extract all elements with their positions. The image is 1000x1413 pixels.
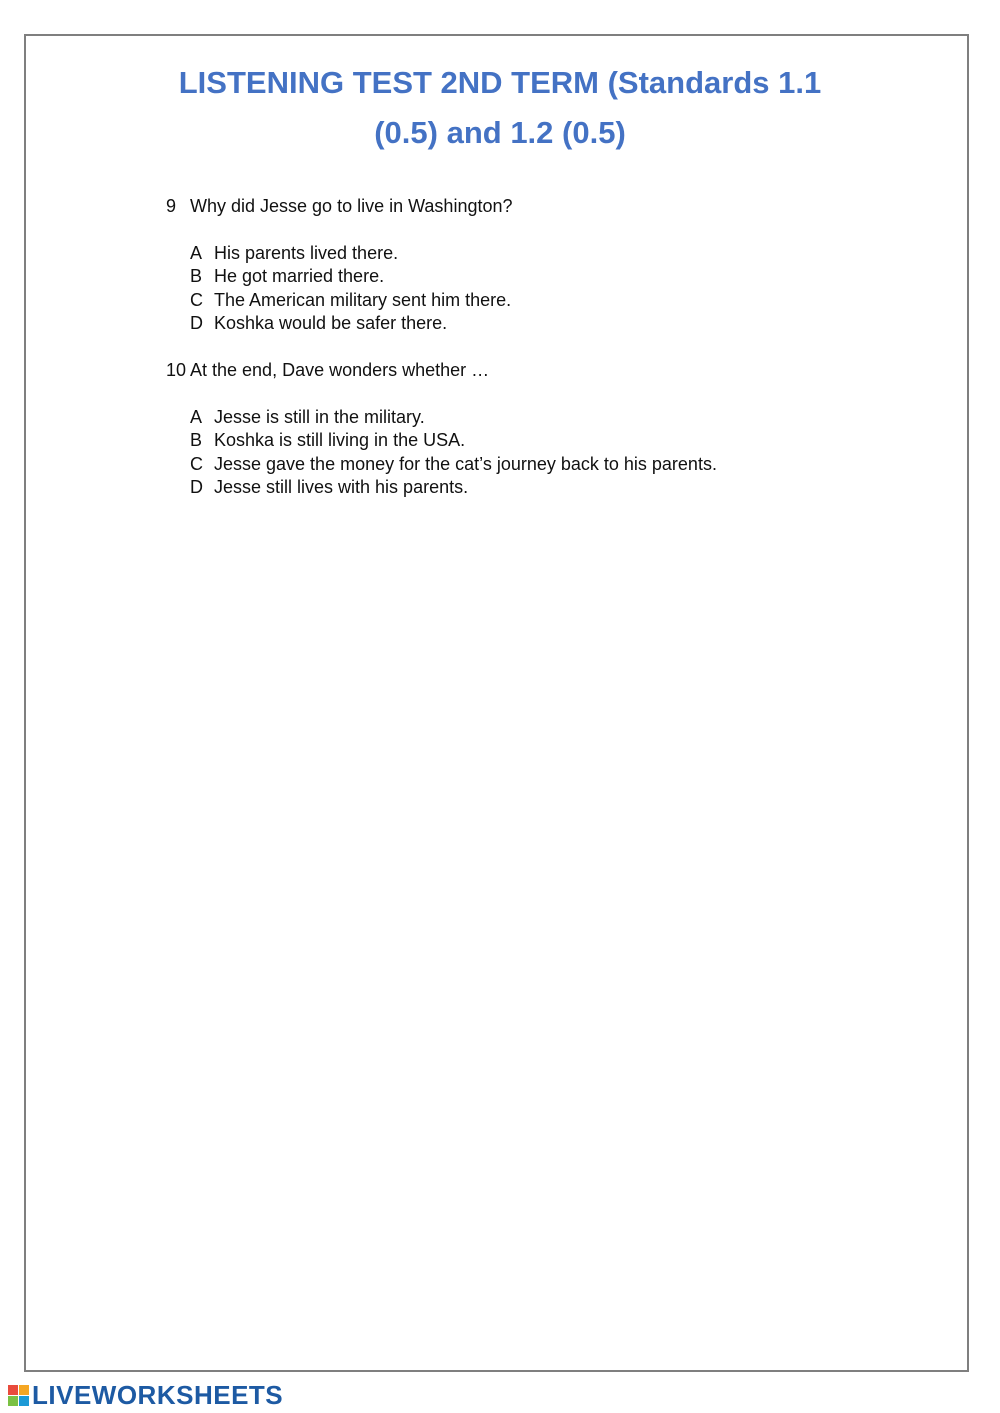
option-b[interactable] [190,429,717,453]
logo-square [19,1385,29,1395]
question-number: 10 [166,360,187,380]
question-text: At the end, Dave wonders whether … [190,360,490,380]
option-letter: D [190,477,203,497]
option-text: Jesse still lives with his parents. [214,477,469,497]
option-a[interactable] [190,242,513,266]
option-letter: A [190,242,203,263]
title-line-1: LISTENING TEST 2ND TERM (Standards 1.1 [178,65,822,100]
option-c[interactable] [190,289,513,313]
options-list [166,242,513,336]
option-text: Jesse is still in the military. [214,406,425,427]
question-9 [166,195,513,336]
option-d[interactable] [190,312,513,336]
question-text: Why did Jesse go to live in Washington? [190,196,513,216]
question-10 [166,359,717,500]
option-letter: C [190,289,203,310]
option-letter: B [190,430,203,450]
option-text: His parents lived there. [214,242,399,263]
question-number: 9 [166,196,177,216]
option-d[interactable] [190,476,717,500]
logo-square [8,1396,18,1406]
option-text: The American military sent him there. [214,289,512,310]
option-text: Koshka is still living in the USA. [214,430,466,450]
brand-name: LIVEWORKSHEETS [32,1379,284,1410]
option-c[interactable] [190,453,717,477]
title-line-2: (0.5) and 1.2 (0.5) [374,115,626,150]
option-letter: A [190,406,203,427]
option-a[interactable] [190,406,717,430]
option-text: Jesse gave the money for the cat’s journey back to his parents. [214,453,717,474]
page-title [0,58,1000,158]
logo-square [8,1385,18,1395]
options-list [166,406,717,500]
option-letter: C [190,453,203,474]
question-stem [166,359,717,383]
footer-brand[interactable] [8,1380,283,1410]
option-letter: D [190,313,203,333]
option-text: Koshka would be safer there. [214,313,448,333]
liveworksheets-logo-icon [8,1385,29,1406]
option-letter: B [190,266,203,286]
logo-square [19,1396,29,1406]
option-text: He got married there. [214,266,385,286]
question-stem [166,195,513,219]
option-b[interactable] [190,265,513,289]
